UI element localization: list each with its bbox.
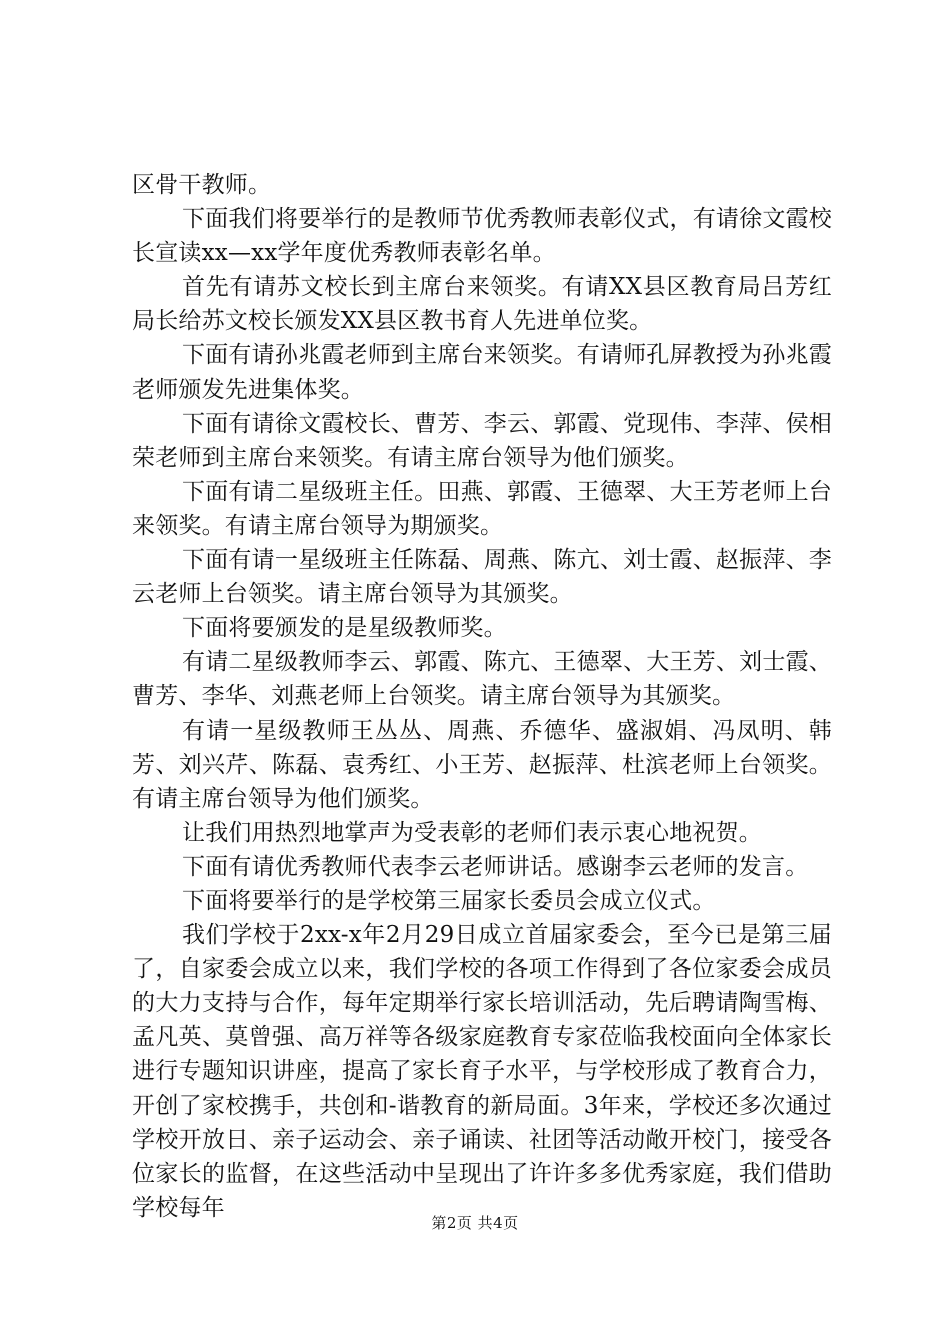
paragraph: 下面有请一星级班主任陈磊、周燕、陈亢、刘士霞、赵振萍、李云老师上台领奖。请主席台领导为其颁奖。	[132, 547, 832, 608]
paragraph: 有请一星级教师王丛丛、周燕、乔德华、盛淑娟、冯凤明、韩芳、刘兴芹、陈磊、袁秀红、小王芳、赵振萍、杜滨老师上台领奖。有请主席台领导为他们颁奖。	[132, 717, 832, 812]
paragraph-continuation: 区骨干教师。	[132, 172, 272, 198]
paragraph: 下面有请徐文霞校长、曹芳、李云、郭霞、党现伟、李萍、侯相荣老师到主席台来领奖。有请主席台领导为他们颁奖。	[132, 410, 832, 471]
paragraph: 让我们用热烈地掌声为受表彰的老师们表示衷心地祝贺。	[182, 819, 762, 846]
paragraph: 首先有请苏文校长到主席台来领奖。有请XX县区教育局吕芳红局长给苏文校长颁发XX县区教书育人先进单位奖。	[132, 274, 832, 335]
paragraph: 下面将要举行的是学校第三届家长委员会成立仪式。	[182, 887, 716, 914]
paragraph: 下面将要颁发的是星级教师奖。	[182, 615, 507, 642]
document-body	[132, 168, 832, 1225]
paragraph: 下面我们将要举行的是教师节优秀教师表彰仪式，有请徐文霞校长宣读xx—xx学年度优秀教师表彰名单。	[132, 206, 832, 267]
paragraph: 下面有请孙兆霞老师到主席台来领奖。有请师孔屏教授为孙兆霞老师颁发先进集体奖。	[132, 342, 832, 403]
paragraph: 下面有请二星级班主任。田燕、郭霞、王德翠、大王芳老师上台来领奖。有请主席台领导为期颁奖。	[132, 478, 832, 539]
page-footer: 第2页 共4页	[431, 1214, 519, 1232]
paragraph: 有请二星级教师李云、郭霞、陈亢、王德翠、大王芳、刘士霞、曹芳、李华、刘燕老师上台领奖。请主席台领导为其颁奖。	[132, 649, 832, 710]
paragraph: 我们学校于2xx-x年2月29日成立首届家委会，至今已是第三届了，自家委会成立以来，我们学校的各项工作得到了各位家委会成员的大力支持与合作，每年定期举行家长培训活动，先后聘请陶雪梅、孟凡英、莫曾强、高万祥等各级家庭教育专家莅临我校面向全体家长进行专题知识讲座，提高了家长育子水平，与学校形成了教育合力，开创了家校携手，共创和-谐教育的新局面。3年来，学校还多次通过学校开放日、亲子运动会、亲子诵读、社团等活动敞开校门，接受各位家长的监督，在这些活动中呈现出了许许多多优秀家庭，我们借助学校每年	[132, 922, 832, 1221]
paragraph: 下面有请优秀教师代表李云老师讲话。感谢李云老师的发言。	[182, 853, 809, 880]
